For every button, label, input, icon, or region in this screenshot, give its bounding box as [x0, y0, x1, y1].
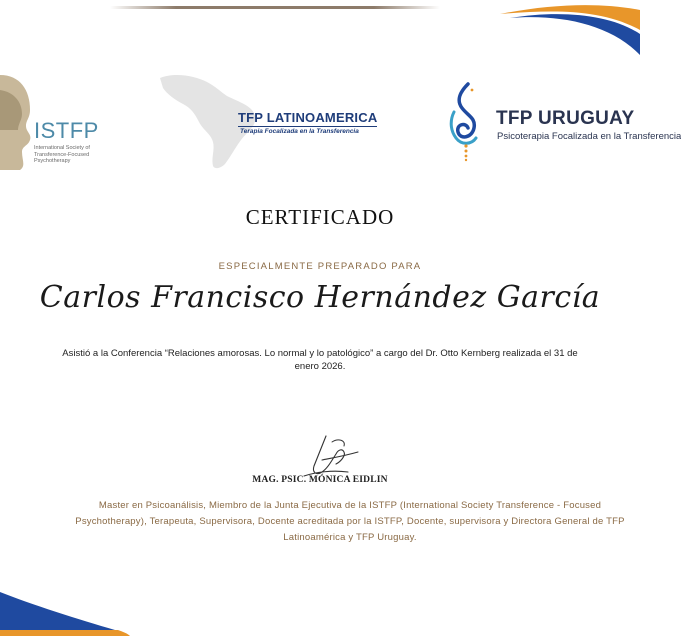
tfp-latinoamerica-logo-text: TFP LATINOAMERICA — [238, 110, 378, 125]
recipient-name: Carlos Francisco Hernández García — [39, 280, 601, 315]
handwritten-signature — [292, 432, 362, 480]
tfp-uruguay-logo-subtitle: Psicoterapia Focalizada en la Transferencia — [497, 131, 681, 142]
tfp-uruguay-spiral-icon — [446, 82, 486, 162]
certificate-title: CERTIFICADO — [245, 205, 395, 229]
signatory-name: MAG. PSIC. MÓNICA EIDLIN — [252, 475, 388, 485]
istfp-logo-text: ISTFP — [34, 118, 99, 143]
istfp-logo-subtitle: International Society of Transference-Focused Psychotherapy — [34, 145, 90, 164]
corner-swoosh-bottom-left — [0, 590, 130, 640]
signatory-credentials: Master en Psicoanálisis, Miembro de la Junta Ejecutiva de la ISTFP (International Society Transference - Focused Psychotherapy), Terapeuta, Supervisora, Docente acreditada por la ISTFP, Docente, supervisora y Directora General de TFP Latinoamérica y TFP Uruguay. — [75, 500, 625, 543]
attendance-statement: Asistió a la Conferencia “Relaciones amorosas. Lo normal y lo patológico” a cargo del Dr. Otto Kernberg realizada el 31 de enero 2026. — [62, 348, 578, 372]
tfp-uruguay-logo-text: TFP URUGUAY — [496, 108, 635, 129]
corner-swoosh-top-right — [500, 0, 640, 60]
top-decorative-rule — [110, 6, 440, 9]
tfp-latinoamerica-logo-subtitle: Terapia Focalizada en la Transferencia — [240, 128, 359, 135]
prepared-for-label: ESPECIALMENTE PREPARADO PARA — [218, 261, 422, 272]
